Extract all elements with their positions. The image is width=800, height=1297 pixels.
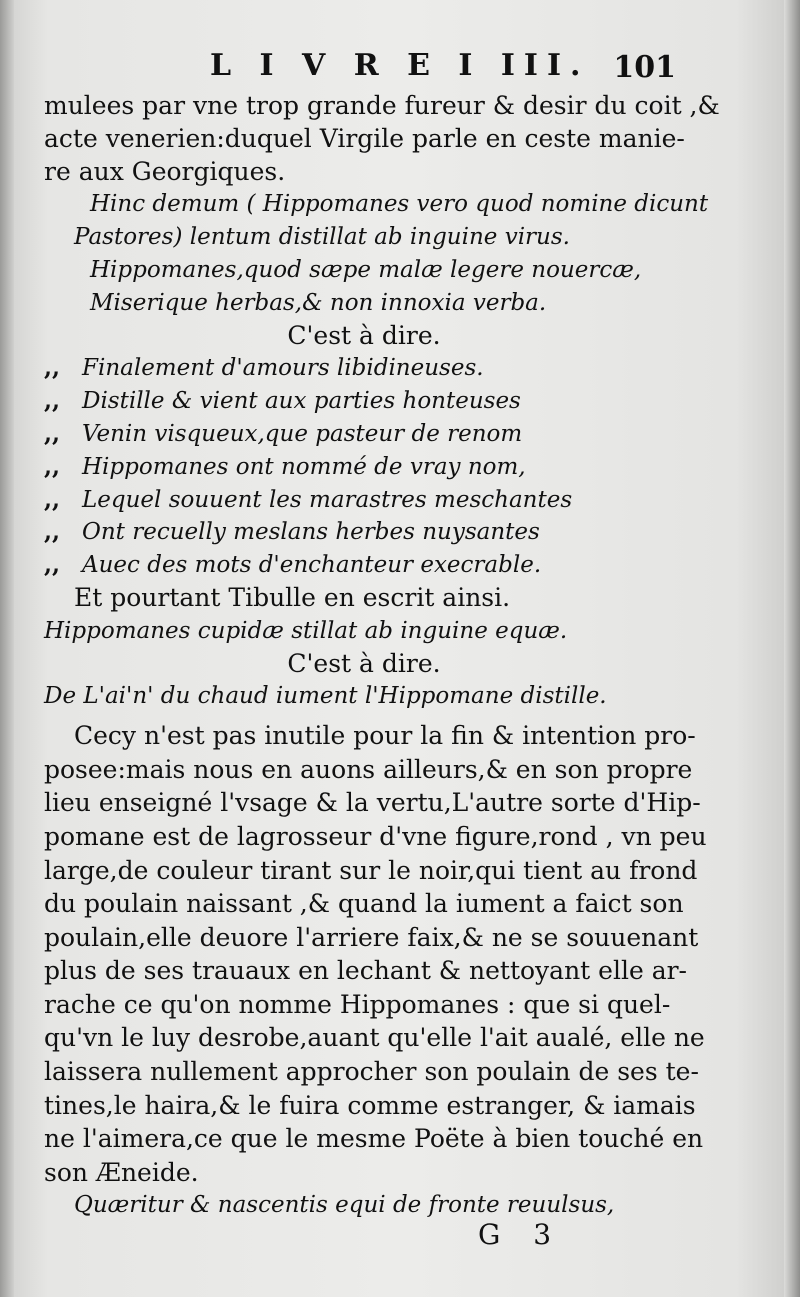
section-label: C'est à dire. (287, 648, 441, 678)
quote-mark: ,, (44, 518, 61, 546)
french-verse-line (44, 451, 684, 484)
french-verse-line: De L'ai'n' du chaud iument l'Hippomane distille. (44, 683, 607, 710)
text-line: acte venerien:duquel Virgile parle en ceste manie- (44, 123, 685, 153)
verse-text: Auec des mots d'enchanteur execrable. (82, 552, 542, 579)
quote-mark: ,, (44, 485, 61, 513)
latin-verse-line: Miserique herbas,& non innoxia verba. (90, 289, 547, 316)
text-line: lieu enseigné l'vsage & la vertu,L'autre sorte d'Hip- (44, 788, 701, 818)
quote-mark: ,, (44, 551, 61, 579)
quote-mark: ,, (44, 419, 61, 447)
latin-verse-line: Hinc demum ( Hippomanes vero quod nomine dicunt (90, 191, 709, 218)
text-line: pomane est de lagrosseur d'vne figure,rond , vn peu (44, 821, 707, 851)
signature-mark: G 3 (478, 1218, 564, 1251)
quote-mark: ,, (44, 452, 61, 480)
latin-verse-line: Quæritur & nascentis equi de fronte reuulsus, (74, 1192, 615, 1219)
text-line: plus de ses trauaux en lechant & nettoyant elle ar- (44, 956, 688, 986)
running-header (210, 48, 680, 88)
verse-text: Finalement d'amours libidineuses. (82, 355, 484, 382)
text-line: rache ce qu'on nomme Hippomanes : que si quel- (44, 989, 671, 1019)
verse-text: Lequel souuent les marastres meschantes (82, 486, 573, 513)
french-verse-line (44, 385, 684, 418)
verse-text: Distille & vient aux parties honteuses (82, 388, 521, 415)
page-body (44, 90, 720, 1222)
quote-mark: ,, (44, 387, 61, 415)
text-line: tines,le haira,& le fuira comme estranger, & iamais (44, 1090, 696, 1120)
text-line: Cecy n'est pas inutile pour la fin & intention pro- (74, 721, 696, 751)
french-verse-line (44, 352, 684, 385)
page-edge-shadow (784, 0, 800, 1297)
text-line: du poulain naissant ,& quand la iument a faict son (44, 889, 684, 919)
page-number: 101 (613, 50, 676, 85)
text-line: Et pourtant Tibulle en escrit ainsi. (74, 582, 511, 612)
french-verse-line (44, 418, 684, 451)
french-verse-line (44, 549, 684, 582)
text-line: laissera nullement approcher son poulain de ses te- (44, 1057, 699, 1087)
verse-text: Ont recuelly meslans herbes nuysantes (82, 519, 540, 546)
text-line: poulain,elle deuore l'arriere faix,& ne se souuenant (44, 922, 699, 952)
text-line: large,de couleur tirant sur le noir,qui tient au frond (44, 855, 698, 885)
latin-verse-line: Pastores) lentum distillat ab inguine virus. (74, 224, 570, 251)
section-label: C'est à dire. (287, 320, 441, 350)
text-line: son Æneide. (44, 1157, 199, 1187)
text-line: ne l'aimera,ce que le mesme Poëte à bien touché en (44, 1124, 704, 1154)
verse-text: Hippomanes ont nommé de vray nom, (82, 453, 526, 480)
quote-mark: ,, (44, 354, 61, 382)
latin-verse-line: Hippomanes cupidæ stillat ab inguine equæ. (44, 617, 568, 644)
text-line: posee:mais nous en auons ailleurs,& en son propre (44, 754, 693, 784)
page-gutter-shadow (0, 0, 14, 1297)
running-title: L I V R E I III. (210, 48, 590, 83)
french-verse-line (44, 484, 684, 517)
french-verse-line (44, 516, 684, 549)
text-line: qu'vn le luy desrobe,auant qu'elle l'ait aualé, elle ne (44, 1023, 705, 1053)
latin-verse-line: Hippomanes,quod sæpe malæ legere nouercæ, (90, 256, 642, 283)
verse-text: Venin visqueux,que pasteur de renom (82, 420, 523, 447)
text-line: re aux Georgiques. (44, 156, 286, 186)
text-line: mulees par vne trop grande fureur & desir du coit ,& (44, 91, 720, 120)
